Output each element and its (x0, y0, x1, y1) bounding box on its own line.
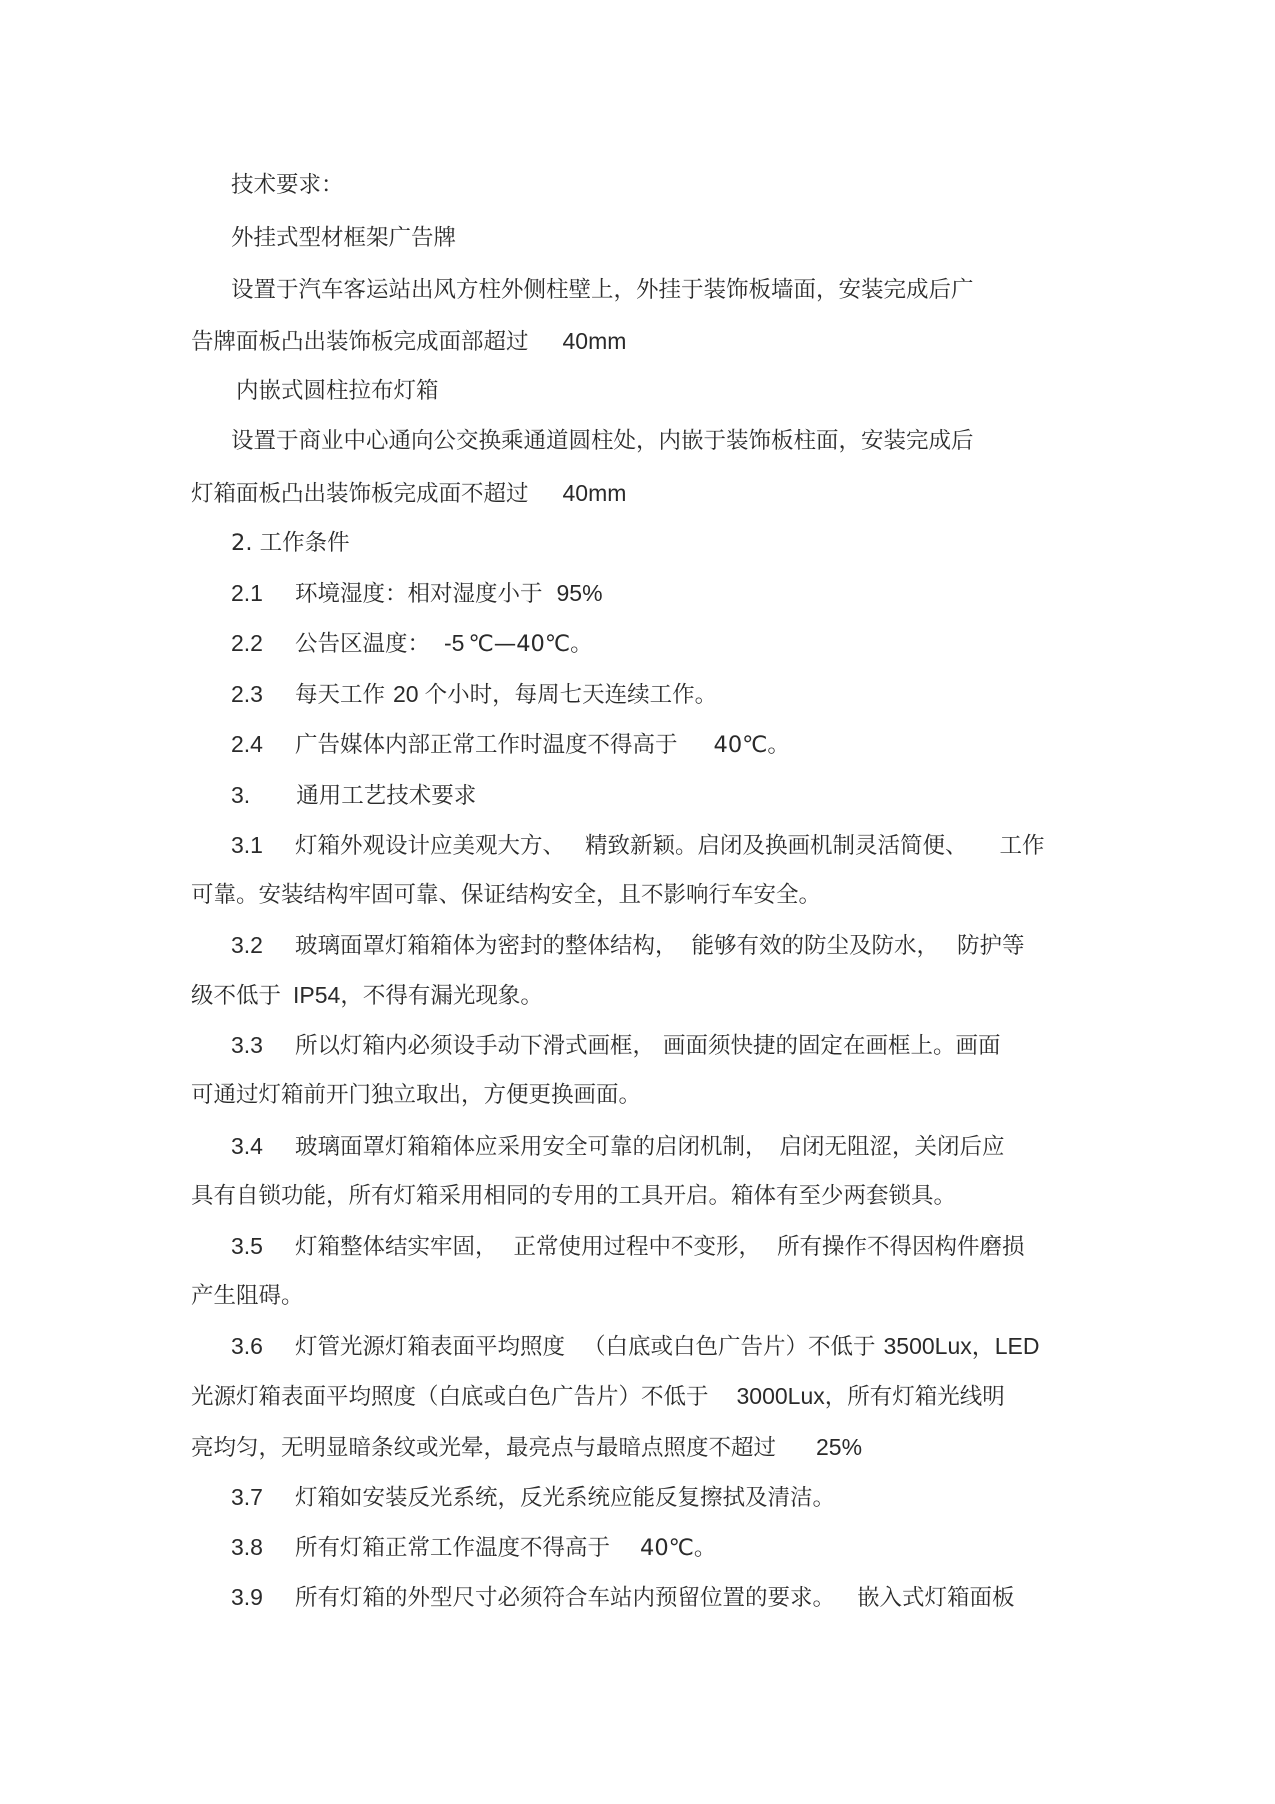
paragraph-line: 级不低于 IP54，不得有漏光现象。 (191, 982, 543, 1009)
clause-3-3: 3.3 所以灯箱内必须设手动下滑式画框， 画面须快捷的固定在画框上。画面 (231, 1032, 1001, 1059)
heading-tech-requirements: 技术要求： (231, 172, 344, 198)
paragraph-line: 具有自锁功能，所有灯箱采用相同的专用的工具开启。箱体有至少两套锁具。 (191, 1183, 957, 1209)
paragraph-line: 告牌面板凸出装饰板完成面部超过 40mm (191, 328, 627, 355)
paragraph-line: 可靠。安装结构牢固可靠、保证结构安全，且不影响行车安全。 (191, 882, 822, 908)
clause-2-4: 2.4 广告媒体内部正常工作时温度不得高于 40℃。 (231, 731, 790, 758)
subheading-wall-billboard: 外挂式型材框架广告牌 (231, 225, 457, 251)
clause-2-1: 2.1 环境湿度：相对湿度小于 95% (231, 580, 603, 607)
clause-3-2: 3.2 玻璃面罩灯箱箱体为密封的整体结构， 能够有效的防尘及防水， 防护等 (231, 932, 1025, 959)
paragraph-line: 灯箱面板凸出装饰板完成面不超过 40mm (191, 480, 627, 507)
paragraph-line: 设置于商业中心通向公交换乘通道圆柱处，内嵌于装饰板柱面，安装完成后 (231, 428, 974, 454)
section-heading-2: 2. 工作条件 (231, 530, 350, 556)
clause-3-8: 3.8 所有灯箱正常工作温度不得高于 40℃。 (231, 1534, 717, 1561)
clause-3-1: 3.1 灯箱外观设计应美观大方、 精致新颖。启闭及换画机制灵活简便、 工作 (231, 832, 1045, 859)
clause-2-3: 2.3 每天工作 20 个小时，每周七天连续工作。 (231, 681, 718, 708)
clause-2-2: 2.2 公告区温度： -5 ℃—40℃。 (231, 630, 593, 657)
section-heading-3: 3. 通用工艺技术要求 (231, 782, 477, 809)
clause-3-6: 3.6 灯管光源灯箱表面平均照度 （白底或白色广告片）不低于 3500Lux，LED (231, 1333, 1040, 1360)
paragraph-line: 设置于汽车客运站出风方柱外侧柱壁上，外挂于装饰板墙面，安装完成后广 (231, 277, 974, 303)
subheading-embedded-lightbox: 内嵌式圆柱拉布灯箱 (236, 378, 439, 404)
paragraph-line: 光源灯箱表面平均照度（白底或白色广告片）不低于 3000Lux，所有灯箱光线明 (191, 1383, 1005, 1410)
clause-3-9: 3.9 所有灯箱的外型尺寸必须符合车站内预留位置的要求。 嵌入式灯箱面板 (231, 1584, 1015, 1611)
paragraph-line: 可通过灯箱前开门独立取出，方便更换画面。 (191, 1082, 642, 1108)
clause-3-4: 3.4 玻璃面罩灯箱箱体应采用安全可靠的启闭机制， 启闭无阻涩，关闭后应 (231, 1133, 1005, 1160)
clause-3-5: 3.5 灯箱整体结实牢固， 正常使用过程中不变形， 所有操作不得因构件磨损 (231, 1233, 1025, 1260)
paragraph-line: 产生阻碍。 (191, 1283, 304, 1309)
clause-3-7: 3.7 灯箱如安装反光系统，反光系统应能反复擦拭及清洁。 (231, 1484, 835, 1511)
paragraph-line: 亮均匀，无明显暗条纹或光晕，最亮点与最暗点照度不超过 25% (191, 1434, 863, 1461)
